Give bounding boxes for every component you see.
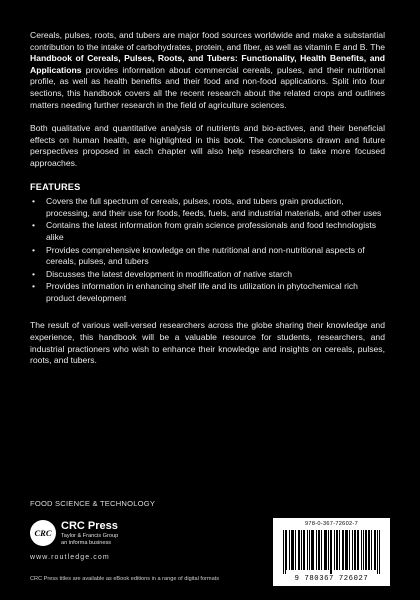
- barcode-bar: [354, 530, 355, 570]
- subject-category: FOOD SCIENCE & TECHNOLOGY: [30, 499, 156, 508]
- bullet-icon: •: [32, 268, 36, 279]
- bullet-icon: •: [32, 196, 36, 207]
- barcode-icon: [283, 530, 380, 574]
- feature-text: Contains the latest information from grain science professionals and food technologists alike: [46, 220, 377, 242]
- features-heading: FEATURES: [30, 181, 81, 192]
- barcode-bar: [349, 530, 350, 570]
- barcode-bar: [289, 530, 290, 570]
- barcode-bar: [307, 530, 308, 570]
- barcode-bar: [346, 530, 347, 570]
- book-title-inline: Handbook of Cereals, Pulses, Roots, and Tubers: Functionality, Health Benefits, and Applications: [30, 53, 385, 75]
- barcode-bar: [293, 530, 294, 570]
- barcode-bar: [347, 530, 348, 570]
- barcode-bar: [368, 530, 369, 570]
- back-cover-text: [30, 30, 385, 379]
- barcode-bar: [377, 530, 378, 574]
- barcode-bar: [283, 530, 284, 574]
- publisher-block: [30, 518, 150, 554]
- feature-text: Covers the full spectrum of cereals, pulses, roots, and tubers grain production, processing, and their use for foods, feeds, fuels, and industrial materials, and other uses: [46, 196, 382, 218]
- barcode-bar: [285, 530, 286, 574]
- barcode-bar: [374, 530, 375, 570]
- barcode-bar: [324, 530, 325, 570]
- bullet-icon: •: [32, 281, 36, 292]
- feature-text: Provides information in enhancing shelf life and its utilization in phytochemical rich product development: [46, 281, 358, 303]
- barcode-bar: [318, 530, 319, 570]
- crc-logo-icon: CRC: [30, 520, 56, 546]
- barcode-bar: [369, 530, 370, 570]
- closing-paragraph: The result of various well-versed researchers across the globe sharing their knowledge and experience, this handbook will be a valuable resource for students, researchers, and industrial practioners who wish to enhance their knowledge and insights on cereals, pulses, roots, and tubers.: [30, 320, 385, 366]
- feature-item: [30, 281, 385, 304]
- barcode-bar: [339, 530, 340, 570]
- barcode-bar: [365, 530, 366, 570]
- blurb-p1-intro: Cereals, pulses, roots, and tubers are major food sources worldwide and make a substantial contribution to the intake of carbohydrates, protein, and fiber, as well as vitamin E and B. The: [30, 30, 385, 52]
- barcode-bar: [311, 530, 312, 570]
- barcode-bar: [357, 530, 358, 570]
- publisher-website: www.routledge.com: [30, 554, 110, 561]
- feature-text: Provides comprehensive knowledge on the nutritional and non-nutritional aspects of cereals, pulses, and tubers: [46, 244, 365, 267]
- barcode-digits: 9 780367 726027: [294, 575, 369, 583]
- feature-item: [30, 220, 385, 243]
- barcode-bar: [363, 530, 364, 570]
- barcode-bar: [309, 530, 310, 570]
- barcode-bar: [321, 530, 322, 570]
- features-list: [30, 196, 385, 304]
- barcode-bar: [352, 530, 353, 570]
- bullet-icon: •: [32, 244, 36, 255]
- barcode-bar: [286, 530, 287, 570]
- bullet-icon: •: [32, 220, 36, 231]
- publisher-line-1: Taylor & Francis Group: [61, 533, 119, 539]
- barcode-bar: [379, 530, 380, 574]
- barcode-bar: [303, 530, 304, 570]
- barcode-bar: [299, 530, 300, 570]
- barcode-bar: [343, 530, 344, 570]
- blurb-p1-rest: provides information about commercial cereals, pulses, and their nutritional profile, as well as health benefits and their food and non-food applications. Split into four sections, this handbook covers all the recent research about the related crops and outlines matters needing further research in the field of agriculture sciences.: [30, 64, 385, 110]
- barcode-bar: [313, 530, 314, 570]
- barcode-bar: [298, 530, 299, 570]
- feature-text: Discusses the latest development in modification of native starch: [46, 268, 293, 279]
- barcode-bar: [328, 530, 329, 570]
- barcode-bar: [325, 530, 326, 570]
- barcode-bar: [375, 530, 376, 570]
- barcode-bar: [292, 530, 293, 570]
- barcode-bar: [371, 530, 372, 570]
- barcode-bar: [326, 530, 327, 570]
- barcode-bar: [316, 530, 317, 570]
- barcode-bar: [291, 530, 292, 570]
- barcode-bar: [366, 530, 367, 570]
- barcode-bar: [301, 530, 302, 570]
- barcode-bar: [295, 530, 296, 570]
- barcode-bar: [331, 530, 332, 574]
- isbn-number: 978-0-367-72602-7: [305, 521, 358, 527]
- barcode-bar: [319, 530, 320, 570]
- publisher-name: CRC Press: [61, 520, 118, 532]
- barcode-bar: [345, 530, 346, 570]
- barcode-bar: [337, 530, 338, 570]
- isbn-barcode: [273, 518, 390, 586]
- barcode-bar: [304, 530, 305, 570]
- barcode-bar: [330, 530, 331, 574]
- barcode-bar: [355, 530, 356, 570]
- barcode-bar: [334, 530, 335, 570]
- feature-item: [30, 245, 385, 268]
- barcode-bar: [342, 530, 343, 570]
- barcode-bar: [358, 530, 359, 570]
- feature-item: [30, 269, 385, 281]
- barcode-bar: [336, 530, 337, 570]
- feature-item: [30, 196, 385, 219]
- ebook-note: CRC Press titles are available as eBook editions in a range of digital formats: [30, 576, 220, 582]
- barcode-bar: [361, 530, 362, 570]
- publisher-line-2: an informa business: [61, 539, 112, 546]
- blurb-paragraph-2: Both qualitative and quantitative analysis of nutrients and bio-actives, and their beneficial effects on human health, are highlighted in this book. The conclusions drawn and future perspectives proposed in each chapter will also help researchers to take more focused approaches.: [30, 123, 385, 168]
- publisher-group: [61, 533, 118, 546]
- barcode-bar: [312, 530, 313, 570]
- blurb-paragraph-1: [30, 30, 385, 111]
